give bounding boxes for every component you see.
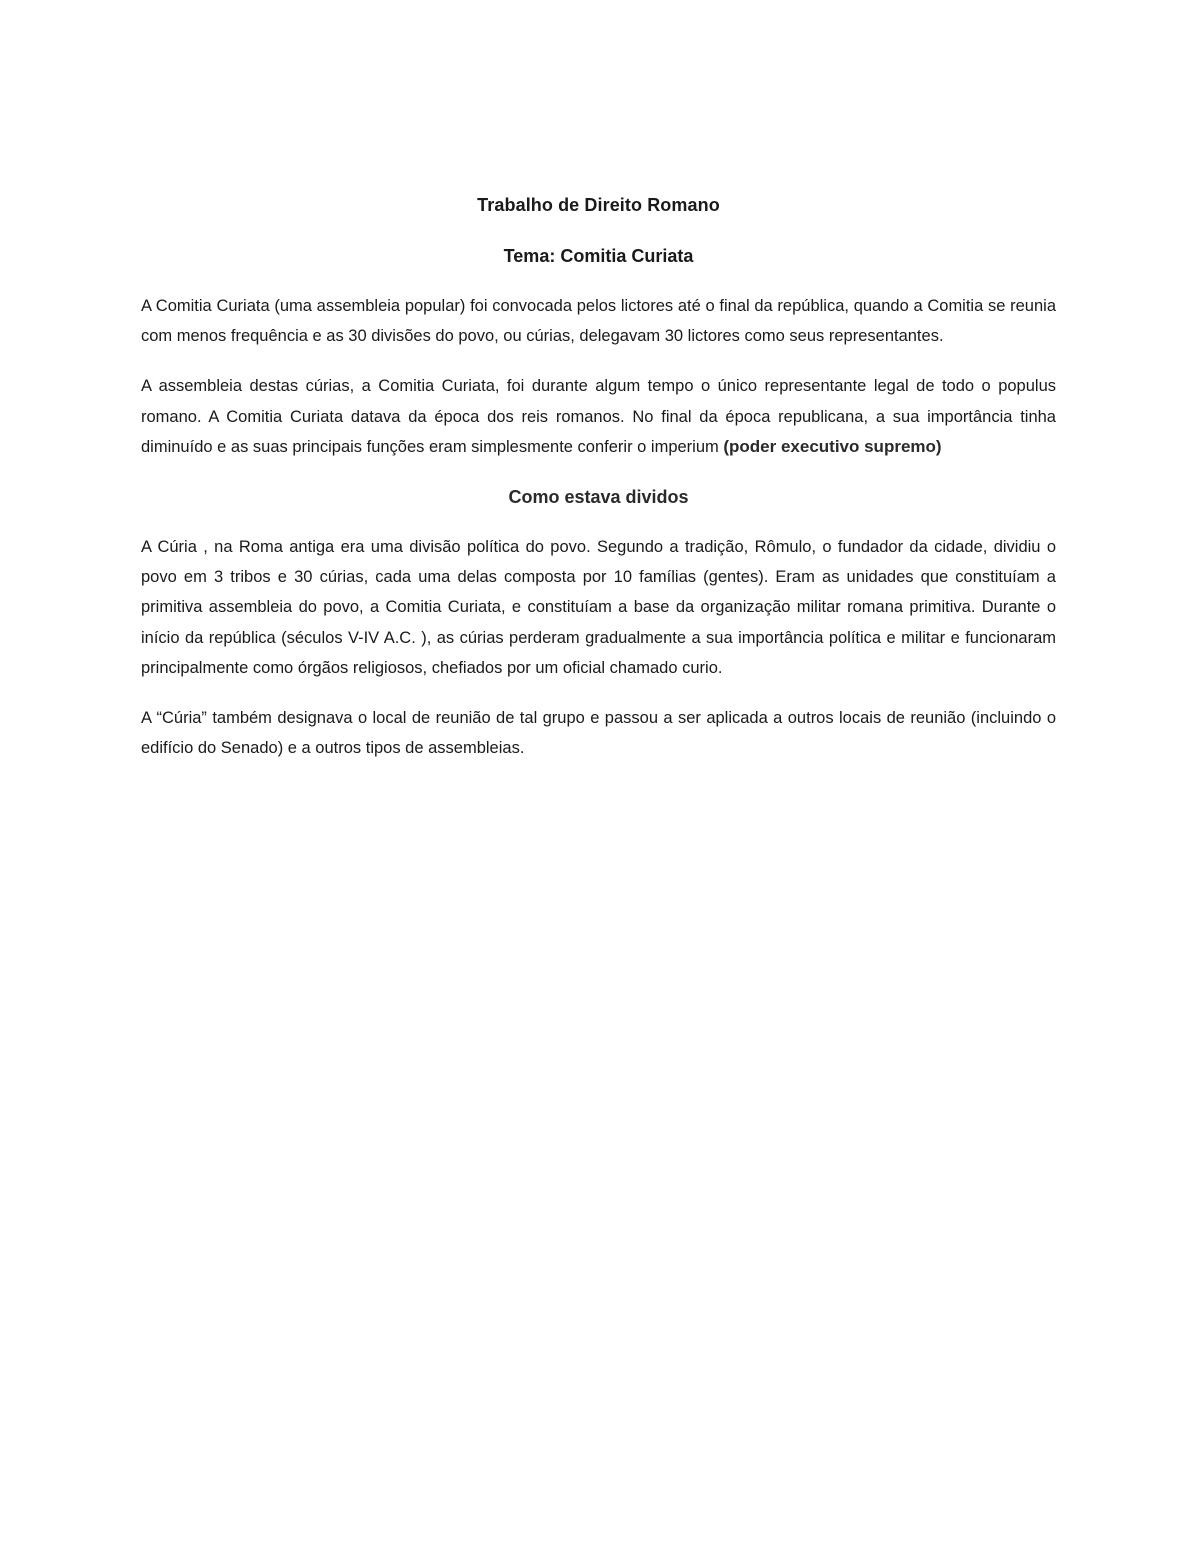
paragraph-1: A Comitia Curiata (uma assembleia popular) foi convocada pelos lictores até o final da república, quando a Comitia se reunia com menos frequência e as 30 divisões do povo, ou cúrias, delegavam 30 lictores como seus representantes. [141, 297, 1056, 346]
paragraph-3: A Cúria , na Roma antiga era uma divisão política do povo. Segundo a tradição, Rômulo, o fundador da cidade, dividiu o povo em 3 tribos e 30 cúrias, cada uma delas composta por 10 famílias (gentes). Eram as unidades que constituíam a primitiva assembleia do povo, a Comitia Curiata, e constituíam a base da organização militar romana primitiva. Durante o início da república (séculos V-IV A.C. ), as cúrias perderam gradualmente a sua importância política e militar e funcionaram principalmente como órgãos religiosos, chefiados por um oficial chamado curio. [141, 538, 1056, 677]
document-body [141, 190, 1056, 783]
paragraph-2-text: A assembleia destas cúrias, a Comitia Curiata, foi durante algum tempo o único representante legal de todo o populus romano. A Comitia Curiata datava da época dos reis romanos. No final da época republicana, a sua importância tinha diminuído e as suas principais funções eram simplesmente conferir o imperium [141, 377, 1056, 456]
section-heading: Como estava dividos [508, 487, 689, 508]
paragraph-2-emphasis: (poder executivo supremo) [723, 436, 942, 456]
document-title: Trabalho de Direito Romano [477, 195, 720, 215]
document-subtitle: Tema: Comitia Curiata [503, 246, 694, 266]
paragraph-2 [141, 371, 1056, 462]
paragraph-4: A “Cúria” também designava o local de reunião de tal grupo e passou a ser aplicada a outros locais de reunião (incluindo o edifício do Senado) e a outros tipos de assembleias. [141, 709, 1056, 758]
